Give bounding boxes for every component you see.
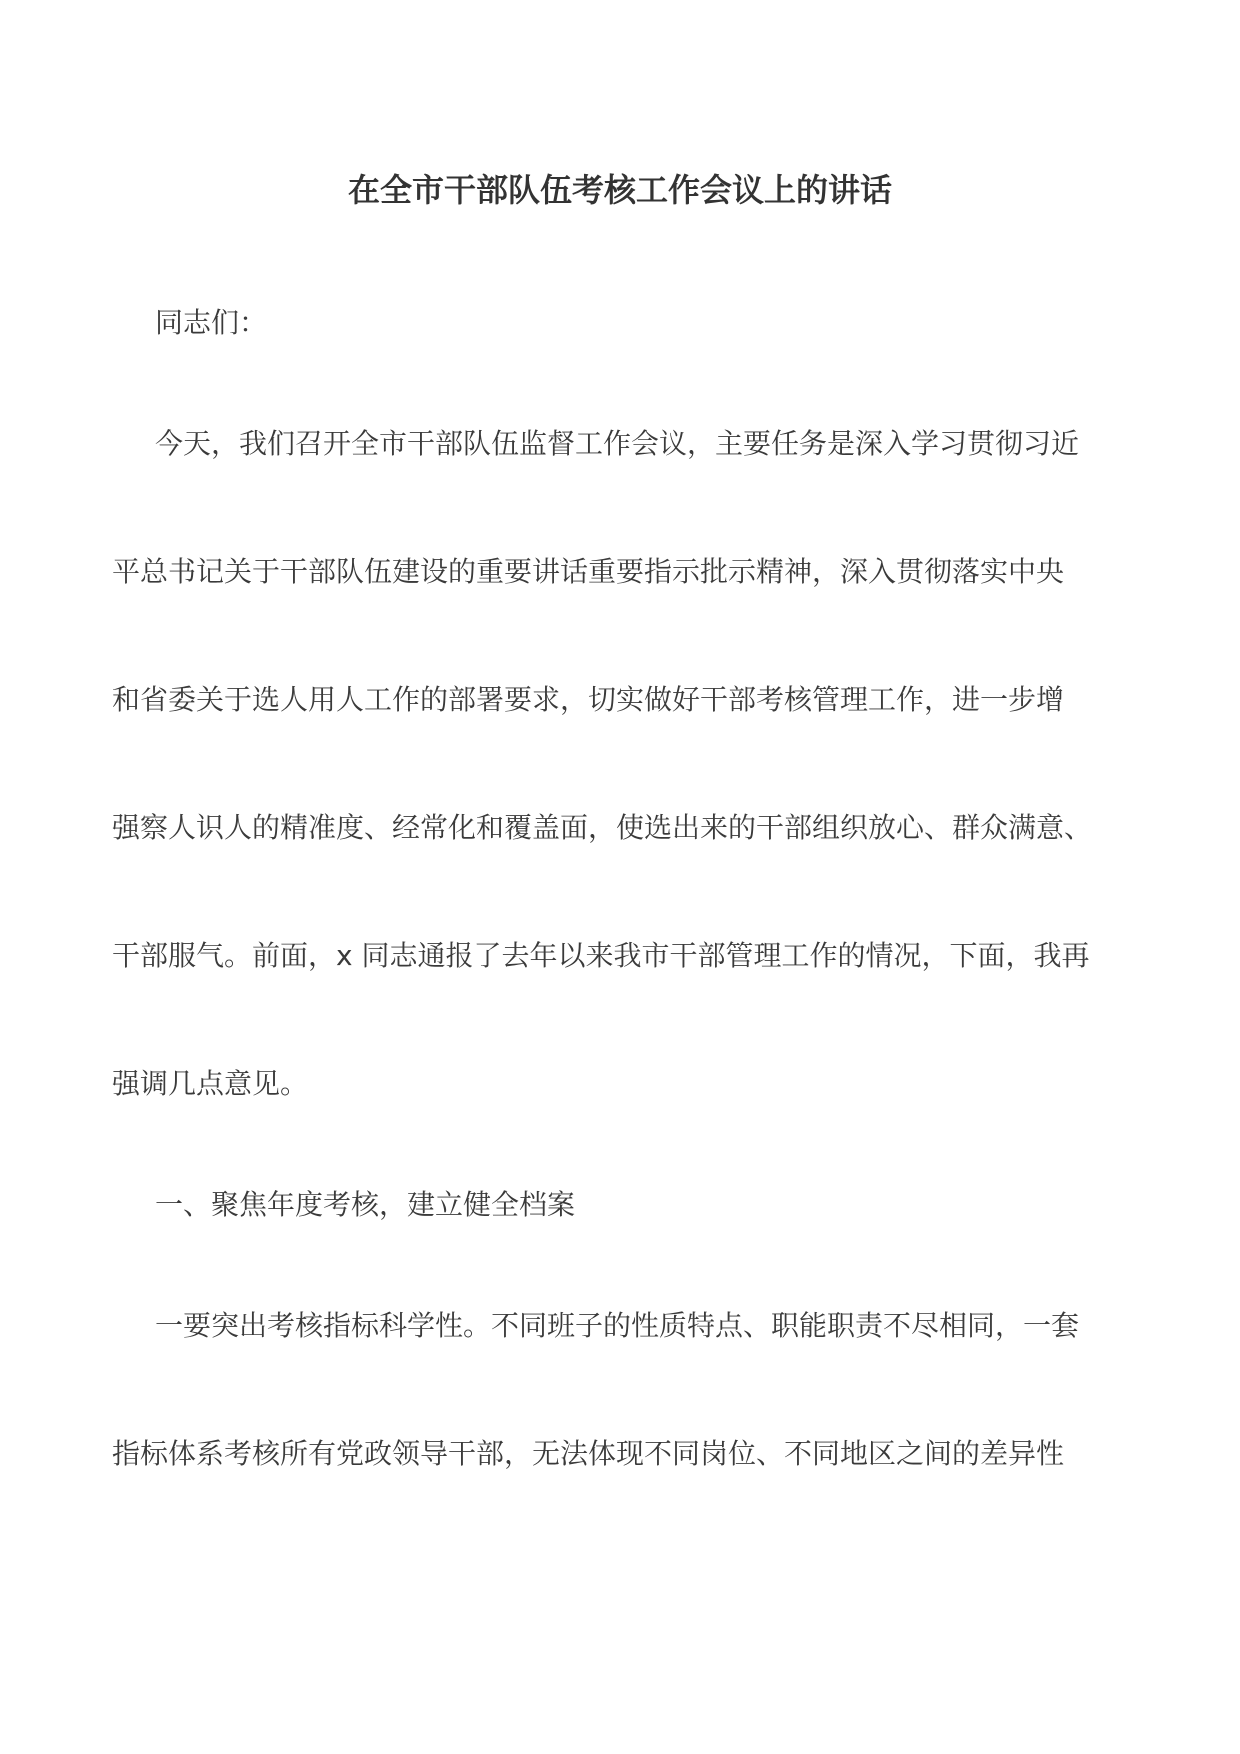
body-line-1: 今天，我们召开全市干部队伍监督工作会议，主要任务是深入学习贯彻习近 — [155, 427, 1080, 460]
body-line-8: 指标体系考核所有党政领导干部，无法体现不同岗位、不同地区之间的差异性 — [112, 1437, 1065, 1470]
body-line-4: 强察人识人的精准度、经常化和覆盖面，使选出来的干部组织放心、群众满意、 — [112, 811, 1093, 844]
salutation-line: 同志们： — [155, 306, 268, 339]
section-heading-1: 一、聚焦年度考核，建立健全档案 — [155, 1188, 576, 1221]
body-line-7: 一要突出考核指标科学性。不同班子的性质特点、职能职责不尽相同，一套 — [155, 1309, 1080, 1342]
body-line-2: 平总书记关于干部队伍建设的重要讲话重要指示批示精神，深入贯彻落实中央 — [112, 555, 1065, 588]
body-line-5: 干部服气。前面，x 同志通报了去年以来我市干部管理工作的情况，下面，我再 — [112, 939, 1090, 972]
document-title: 在全市干部队伍考核工作会议上的讲话 — [347, 171, 892, 209]
body-line-6: 强调几点意见。 — [112, 1067, 309, 1100]
body-line-3: 和省委关于选人用人工作的部署要求，切实做好干部考核管理工作，进一步增 — [112, 683, 1065, 716]
